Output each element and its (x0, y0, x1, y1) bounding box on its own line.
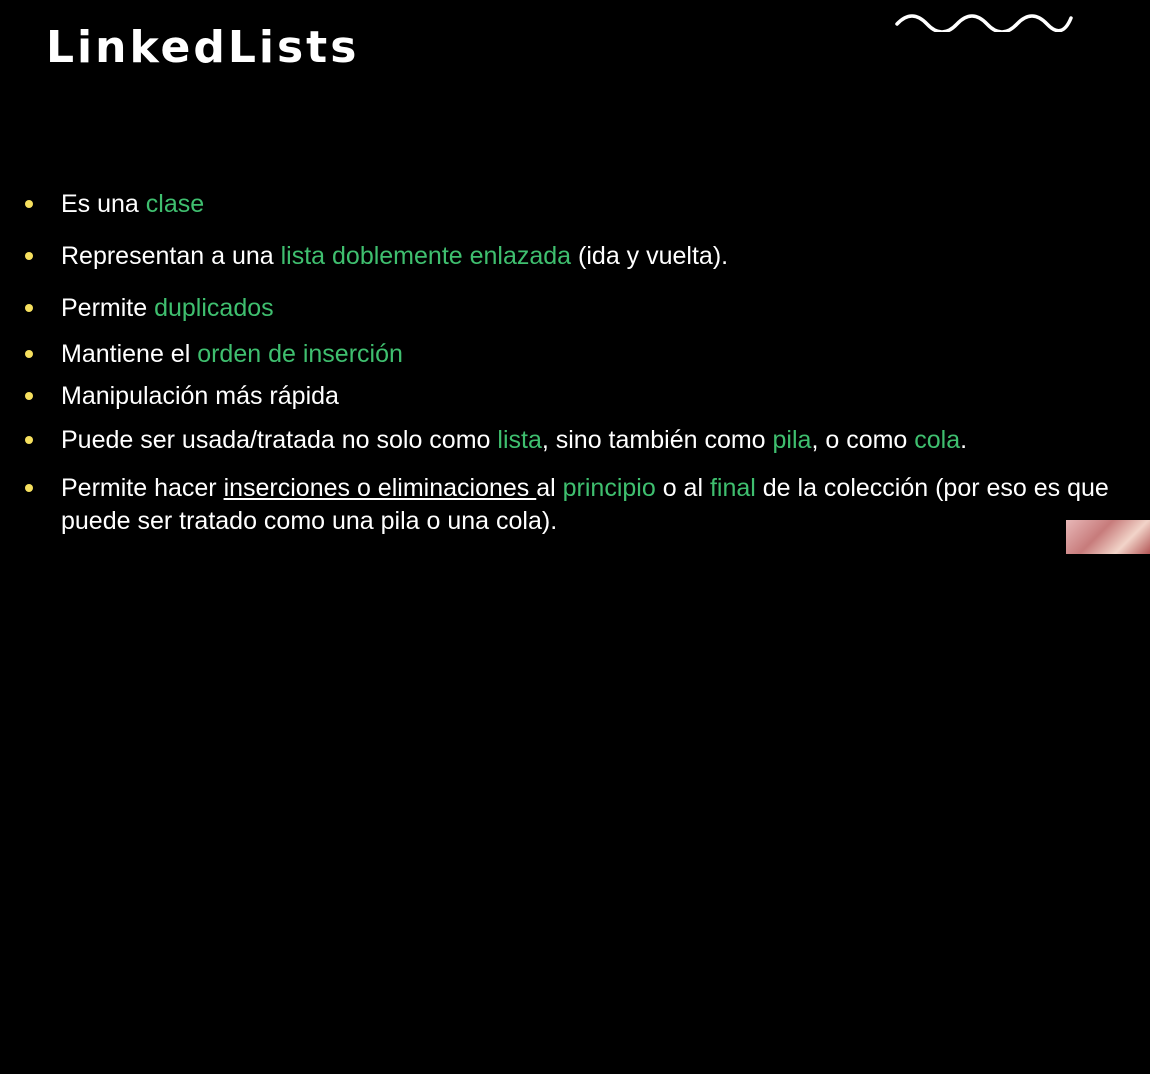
bullet-item: Permite hacer inserciones o eliminaciones al principio o al final de la colección (por eso es que puede ser tratado como una pila o una cola). (61, 472, 1141, 538)
bullet-item: Mantiene el orden de inserción (61, 338, 403, 371)
bullet-item: Permite duplicados (61, 292, 274, 325)
bullet-dot-icon (25, 350, 33, 358)
bullet-dot-icon (25, 484, 33, 492)
bullet-item: Es una clase (61, 188, 204, 221)
webcam-thumbnail (1066, 520, 1150, 554)
bullet-dot-icon (25, 252, 33, 260)
bullet-item: Manipulación más rápida (61, 380, 339, 413)
bullet-dot-icon (25, 304, 33, 312)
wave-decoration-icon (893, 10, 1073, 32)
bullet-dot-icon (25, 200, 33, 208)
bullet-dot-icon (25, 436, 33, 444)
bullet-dot-icon (25, 392, 33, 400)
bullet-item: Representan a una lista doblemente enlazada (ida y vuelta). (61, 240, 728, 273)
slide-title: LinkedLists (46, 22, 360, 73)
bullet-item: Puede ser usada/tratada no solo como lista, sino también como pila, o como cola. (61, 424, 967, 457)
